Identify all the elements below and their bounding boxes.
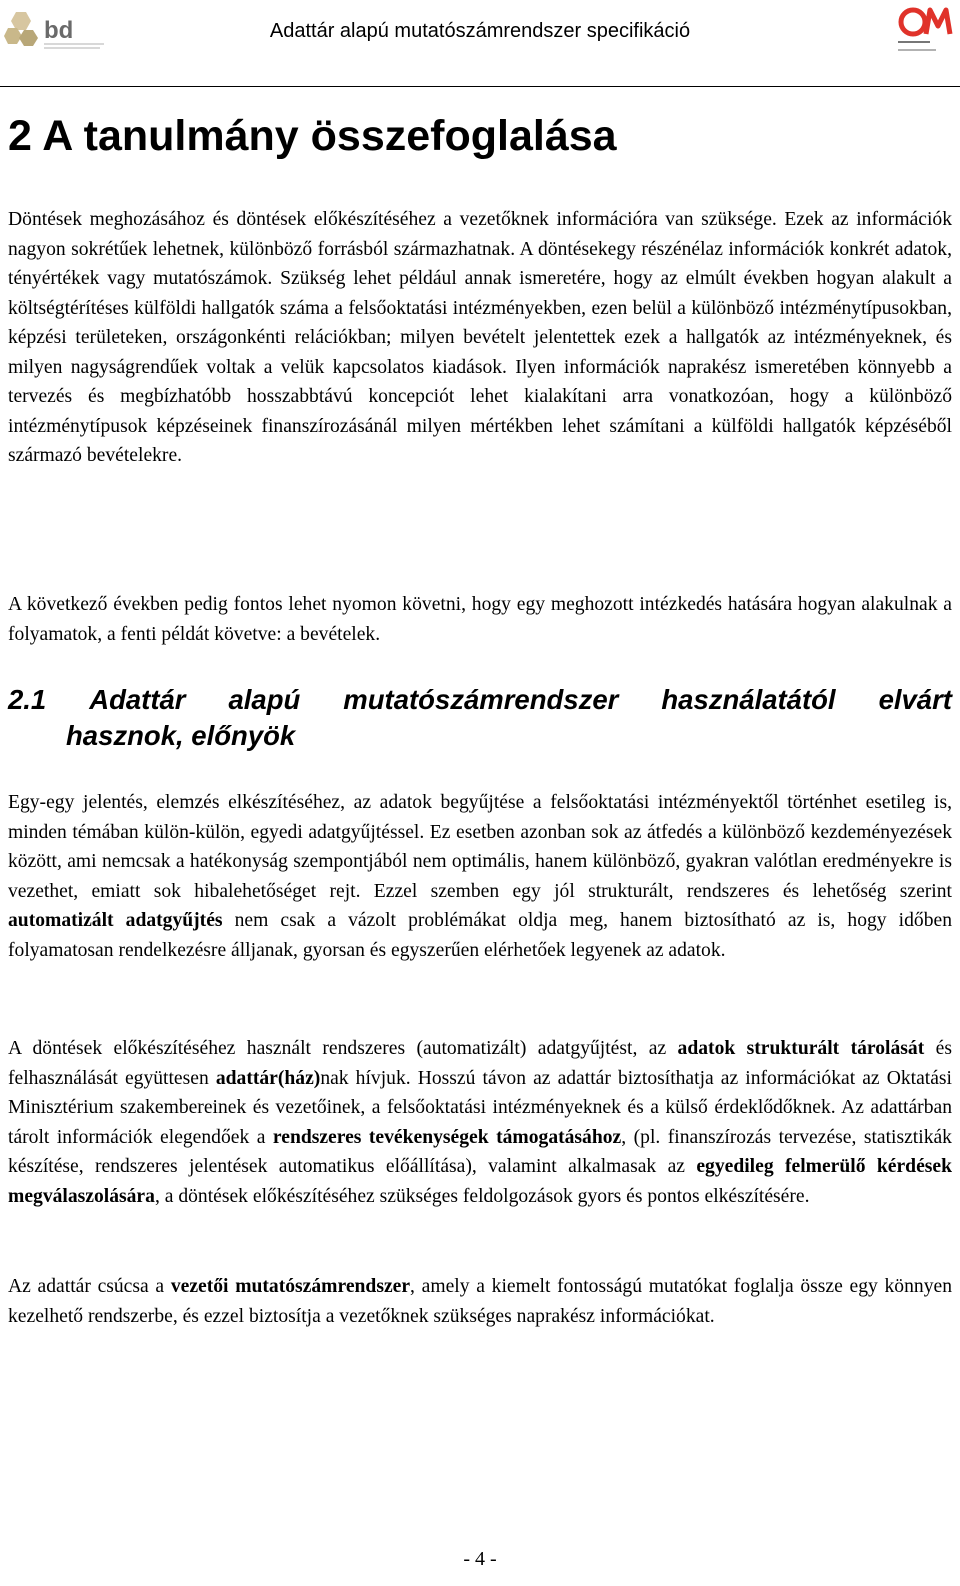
- section-heading: 2 A tanulmány összefoglalása: [8, 112, 617, 160]
- document-title: Adattár alapú mutatószámrendszer specifikáció: [269, 20, 691, 42]
- subsection-title-word: alapú: [228, 684, 301, 715]
- subsection-title-line2: hasznok, előnyök: [66, 720, 296, 751]
- subsection-number: 2.1: [8, 684, 47, 715]
- paragraph-4: A döntések előkészítéséhez használt rendszeres (automatizált) adatgyűjtést, az adatok strukturált tárolását és felhasználását együttesen adattár(ház)nak hívjuk. Hosszú távon az adattár biztosíthatja az információkat az Oktatási Minisztérium szakembereinek és vezetőinek, a felsőoktatási intézményeknek és a külső érdeklődőknek. Az adattárban tárolt információk elegendőek a rendszeres tevékenységek támogatásához, (pl. finanszírozás tervezése, statisztikák készítése, rendszeres jelentések automatikus előállítása), valamint alkalmasak az egyedileg felmerülő kérdések megválaszolására, a döntések előkészítéséhez szükséges feldolgozások gyors és pontos elkészítésére.: [8, 1038, 952, 1207]
- svg-text:bd: bd: [44, 17, 74, 44]
- page-header: [0, 0, 960, 87]
- subsection-heading: [8, 682, 952, 754]
- paragraph-1: Döntések meghozásához és döntések előkészítéséhez a vezetőknek információra van szüksége. Ezek az információk nagyon sokrétűek lehetnek, különböző forrásból származhatnak. A döntésekegy részénélaz információk konkrét adatok, tényértékek vagy mutatószámok. Szükség lehet például annak ismeretére, hogy az elmúlt években hogyan alakult a költségtérítéses külföldi hallgatók száma a felsőoktatási intézményekben, ezen belül a különböző intézménytípusokban, képzési területeken, országonkénti relációkban; milyen bevételt jelentettek ezek a hallgatók az intézményeknek, és milyen nagyságrendűek voltak a velük kapcsolatos kiadások. Ilyen információk naprakész ismeretében könnyebb a tervezés és megbízhatóbb hosszabbtávú koncepciót lehet kialakítani arra vonatkozóan, hogy a különböző intézménytípusok képzéseinek finanszírozásánál milyen mértékben lehet számítani a külföldi hallgatók képzéséből származó bevételekre.: [8, 209, 952, 466]
- subsection-title-word: Adattár: [89, 684, 186, 715]
- paragraph-3: Egy-egy jelentés, elemzés elkészítéséhez, az adatok begyűjtése a felsőoktatási intézményektől történhet esetileg is, minden témában külön-külön, egyedi adatgyűjtéssel. Ez esetben azonban sok az átfedés a különböző kezdeményezések között, ami nemcsak a hatékonyság szempontjából nem optimális, hanem különböző, gyakran valótlan eredményekre is vezethet, emiatt sok hibalehetőséget rejt. Ezzel szemben egy jól strukturált, rendszeres és lehetőség szerint automatizált adatgyűjtés nem csak a vázolt problémákat oldja meg, hanem biztosítható az is, hogy időben folyamatosan rendelkezésre álljanak, gyorsan és egyszerűen elérhetőek legyenek az adatok.: [8, 792, 952, 961]
- paragraph-5: Az adattár csúcsa a vezetői mutatószámrendszer, amely a kiemelt fontosságú mutatókat foglalja össze egy könnyen kezelhető rendszerbe, és ezzel biztosítja a vezetőknek szükséges naprakész információkat.: [8, 1276, 952, 1327]
- subsection-title-word: mutatószámrendszer: [343, 684, 619, 715]
- paragraph-2: A következő években pedig fontos lehet nyomon követni, hogy egy meghozott intézkedés hatására hogyan alakulnak a folyamatok, a fenti példát követve: a bevételek.: [8, 594, 952, 645]
- subsection-title-word: elvárt: [878, 684, 952, 715]
- subsection-title-word: használatától: [661, 684, 836, 715]
- ministry-logo: [896, 4, 956, 60]
- page-number: - 4 -: [463, 1548, 497, 1570]
